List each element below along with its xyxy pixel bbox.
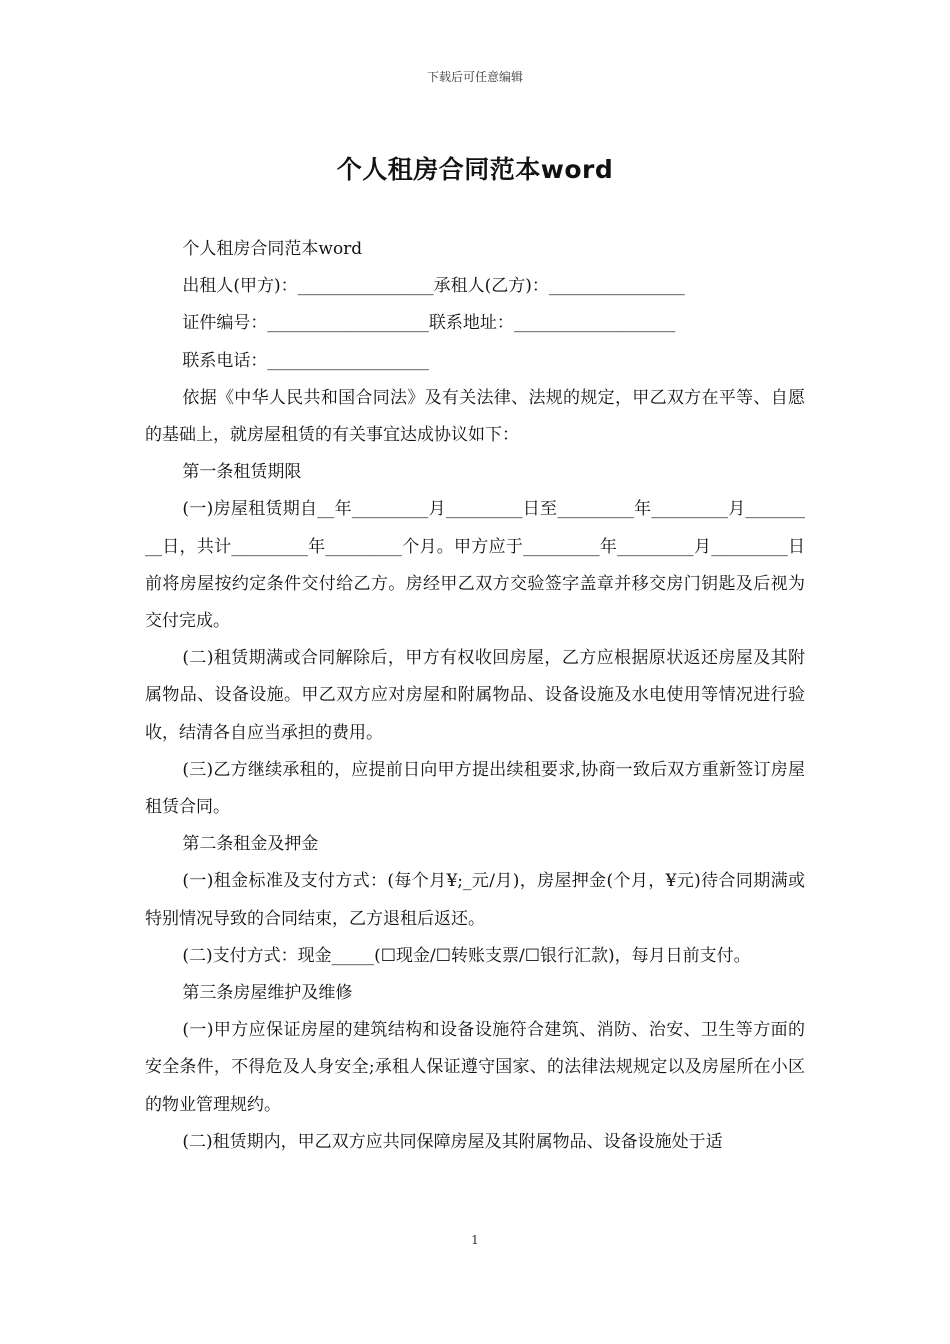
paragraph-id-address: 证件编号：___________________联系地址：___________________: [182, 313, 676, 334]
paragraph-phone: 联系电话：___________________: [182, 350, 429, 371]
header-note: 下载后可任意编辑: [426, 70, 523, 84]
article-1-clause-3: (三)乙方继续承租的，应提前日向甲方提出续租要求,协商一致后双方重新签订房屋租赁合同。: [145, 759, 805, 818]
article-3-heading: 第三条房屋维护及维修: [182, 983, 353, 1004]
document-body: [145, 231, 805, 1161]
paragraph-lessor: 出租人(甲方)：________________承租人(乙方)：________________: [182, 276, 685, 297]
paragraph-subtitle: 个人租房合同范本word: [182, 239, 363, 259]
document-title: 个人租房合同范本word: [336, 155, 614, 184]
article-2-clause-1: (一)租金标准及支付方式：(每个月¥;_元/月)，房屋押金(个月，¥元)待合同期满或特别情况导致的合同结束，乙方退租后返还。: [145, 871, 805, 929]
page-number: 1: [471, 1233, 479, 1247]
article-3-clause-2: (二)租赁期内，甲乙双方应共同保障房屋及其附属物品、设备设施处于适: [182, 1131, 723, 1152]
article-1-clause-2: (二)租赁期满或合同解除后，甲方有权收回房屋，乙方应根据原状返还房屋及其附属物品、设备设施。甲乙双方应对房屋和附属物品、设备设施及水电使用等情况进行验收，结清各自应当承担的费用。: [145, 648, 805, 743]
paragraph-preamble: 依据《中华人民共和国合同法》及有关法律、法规的规定，甲乙双方在平等、自愿的基础上，就房屋租赁的有关事宜达成协议如下：: [145, 387, 805, 446]
article-2-clause-2: (二)支付方式：现金_____(☐现金/☐转账支票/☐银行汇款)，每月日前支付。: [182, 945, 751, 966]
article-3-clause-1: (一)甲方应保证房屋的建筑结构和设备设施符合建筑、消防、治安、卫生等方面的安全条件，不得危及人身安全;承租人保证遵守国家、的法律法规规定以及房屋所在小区的物业管理规约。: [145, 1020, 805, 1115]
article-1-clause-1: (一)房屋租赁期自__年_________月_________日至_________年_________月_________日，共计_________年_________个月。甲方应于_________年_________月_________日前将房屋按约定条件交付给乙方。房经甲乙双方交验签字盖章并移交房门钥匙及后视为交付完成。: [145, 499, 805, 632]
article-1-heading: 第一条租赁期限: [182, 462, 302, 483]
article-2-heading: 第二条租金及押金: [182, 834, 319, 855]
